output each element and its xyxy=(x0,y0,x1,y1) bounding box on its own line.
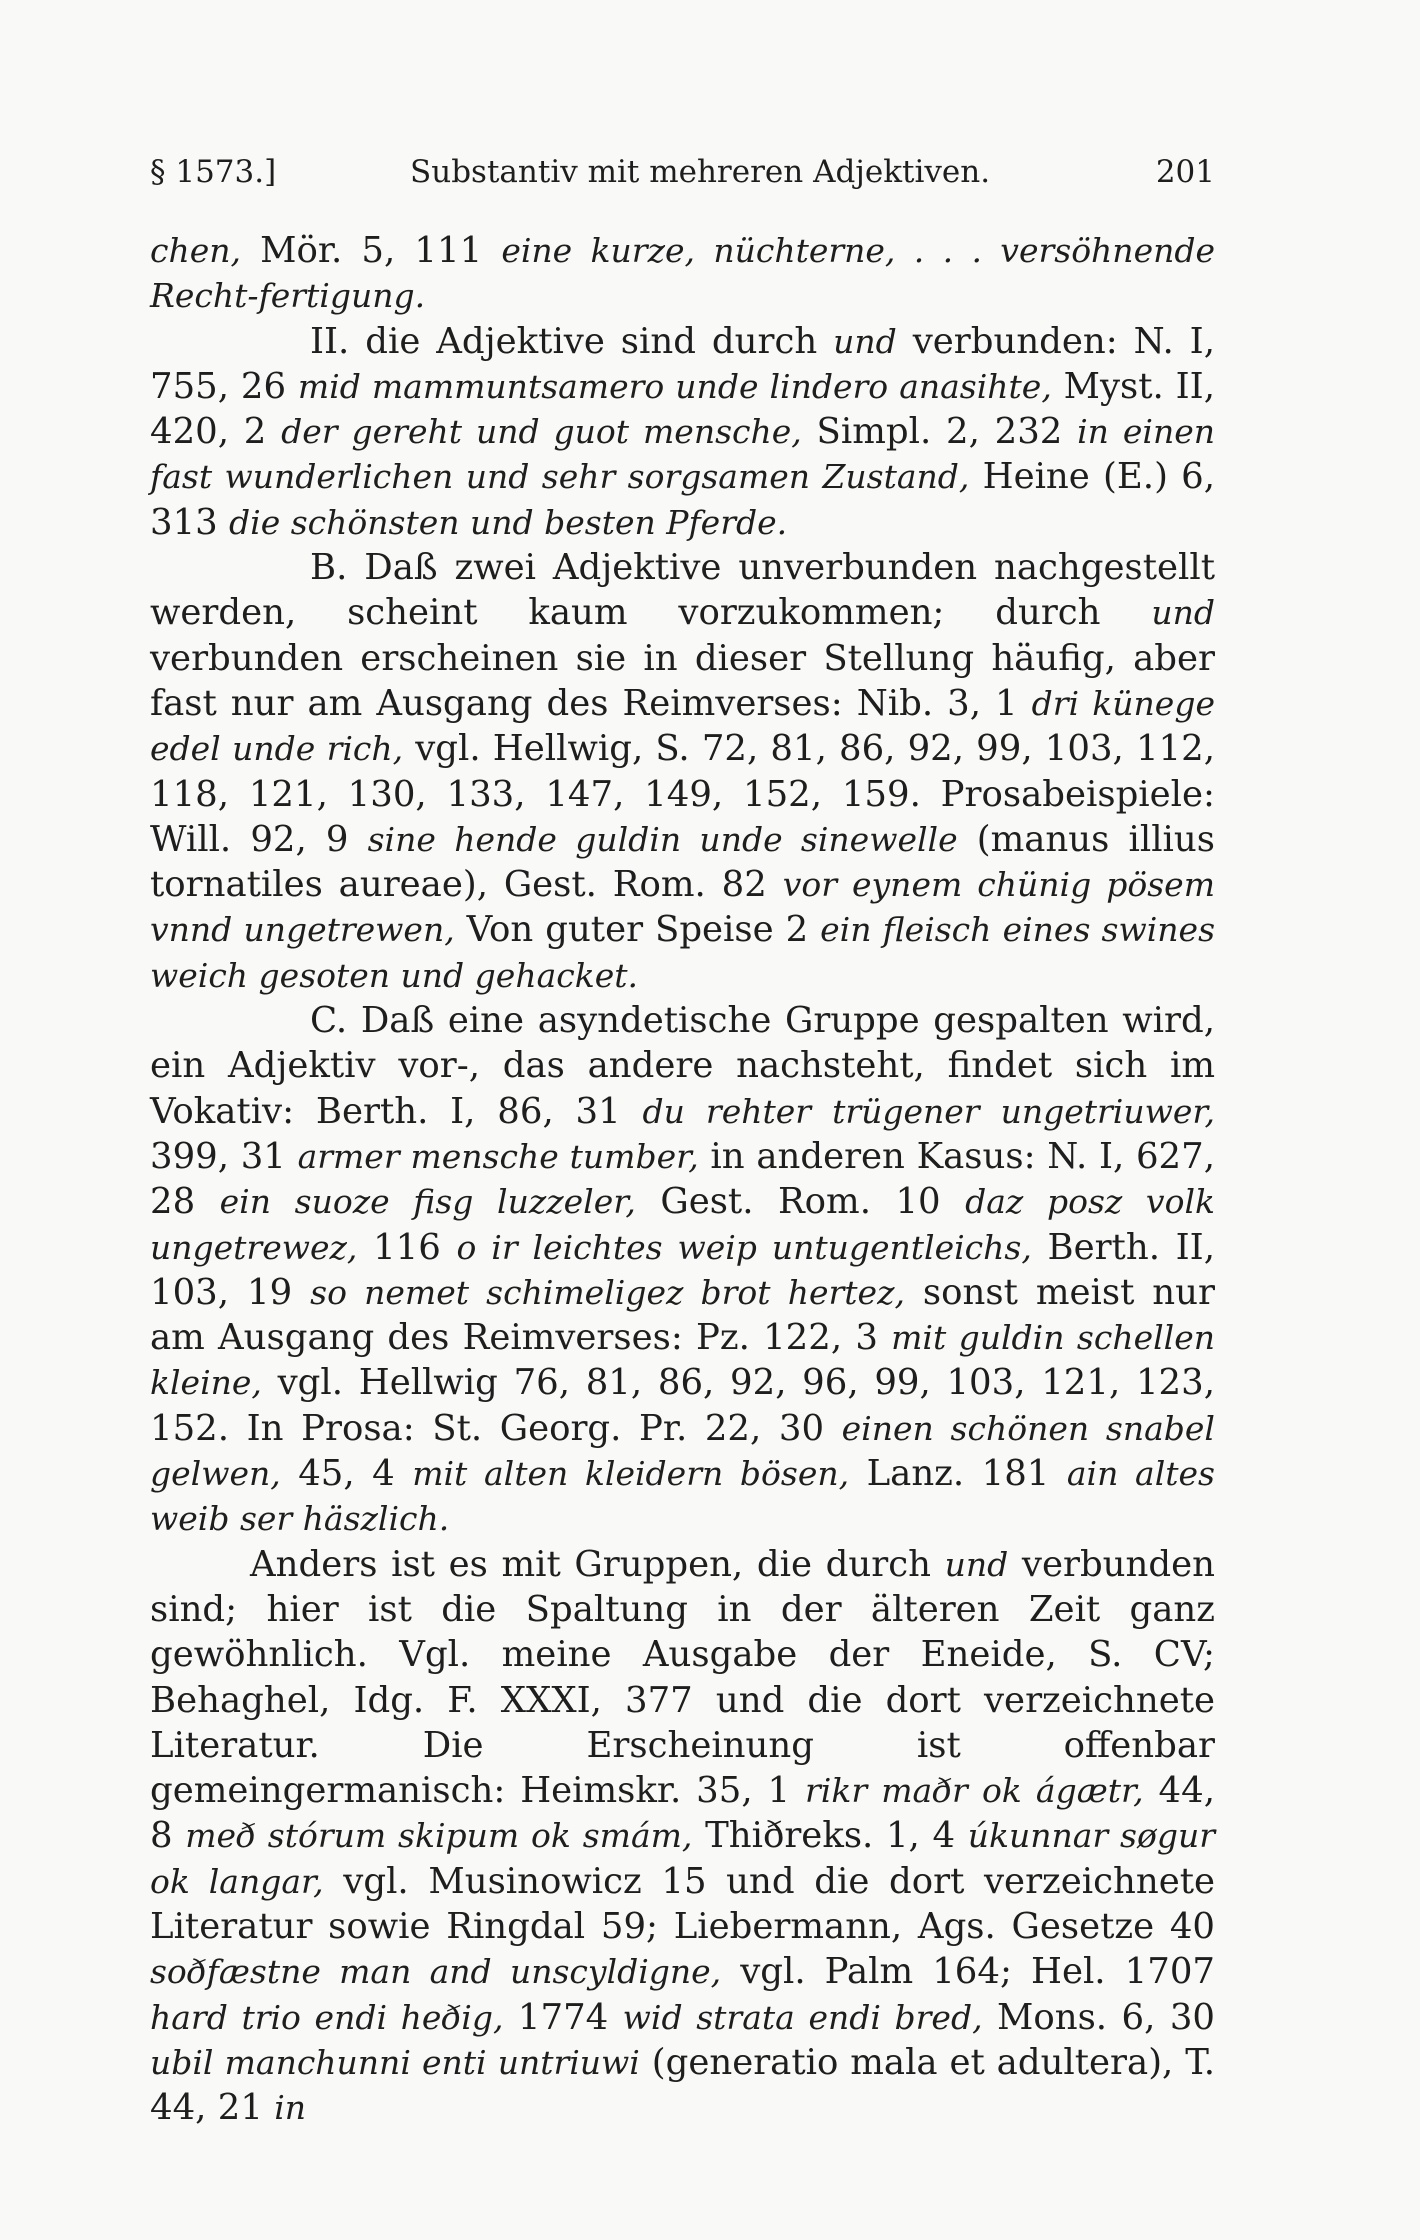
text-run: Lanz. 181 xyxy=(849,1453,1067,1495)
italic-quotation: rikr maðr ok ágætr, xyxy=(805,1771,1144,1811)
text-run: vgl. Palm 164; Hel. 1707 xyxy=(721,1951,1215,1993)
italic-quotation: sine hende guldin unde sinewelle xyxy=(367,819,958,859)
text-run: Myst. II, 420, 2 xyxy=(150,365,1215,453)
italic-quotation: daz posz volk ungetrewez, xyxy=(150,1182,1215,1267)
text-run: (manus illius tornatiles aureae), Gest. Rom. 82 xyxy=(150,818,1215,906)
section-number: § 1573.] xyxy=(150,154,277,190)
body-text xyxy=(150,228,1215,2130)
running-title: Substantiv mit mehreren Adjektiven. xyxy=(410,154,991,190)
text-run: Gest. Rom. 10 xyxy=(635,1181,966,1223)
italic-quotation: dri künege edel unde rich, xyxy=(150,683,1215,769)
paragraph-b xyxy=(150,545,1215,998)
text-run: Simpl. 2, 232 xyxy=(801,411,1078,453)
italic-quotation: und xyxy=(944,1544,1009,1584)
text-run: Heine (E.) 6, 313 xyxy=(150,456,1215,543)
italic-quotation: ein fleisch eines swines weich gesoten und gehacket. xyxy=(150,910,1216,995)
italic-quotation: wid strata endi bred, xyxy=(622,1997,983,2037)
text-run: (generatio mala et adultera), T. 44, 21 xyxy=(150,2041,1215,2129)
italic-quotation: einen schönen snabel gelwen, xyxy=(150,1408,1215,1494)
paragraph-c xyxy=(150,998,1215,1542)
italic-quotation: hard trio endi heðig, xyxy=(150,1997,504,2037)
text-run: 116 xyxy=(357,1226,457,1268)
text-run: Mons. 6, 30 xyxy=(982,1996,1215,2038)
text-run: 1774 xyxy=(503,1996,623,2038)
text-run: vgl. Musinowicz 15 und die dort verzeichnete Literatur sowie Ringdal 59; Liebermann, Ags. Gesetze 40 xyxy=(150,1860,1215,1947)
text-run: 44, 8 xyxy=(150,1770,1215,1857)
italic-quotation: vor eynem chünig pösem vnnd ungetrewen, xyxy=(150,865,1216,950)
italic-quotation: með stórum skipum ok smám, xyxy=(185,1816,693,1856)
text-run: Von guter Speise 2 xyxy=(454,909,821,951)
text-run: vgl. Hellwig, S. 72, 81, 86, 92, 99, 103, 112, 118, 121, 130, 133, 147, 149, 152, 159. Prosabeispiele: Will. 92, 9 xyxy=(150,728,1215,860)
text-run: sonst meist nur am Ausgang des Reimverses: Pz. 122, 3 xyxy=(150,1271,1215,1359)
italic-quotation: mid mammuntsamero unde lindero anasihte, xyxy=(297,366,1052,406)
italic-quotation: mit guldin schellen kleine, xyxy=(150,1318,1215,1403)
text-run: Mör. 5, 111 xyxy=(241,230,502,271)
italic-quotation: in einen fast wunderlichen und sehr sorgsamen Zustand, xyxy=(150,412,1216,497)
italic-quotation: úkunnar søgur ok langar, xyxy=(150,1816,1216,1901)
text-run: B. Daß zwei Adjektive unverbunden nachgestellt werden, scheint kaum vorzukommen; durch xyxy=(150,547,1215,634)
text-run: Berth. II, 103, 19 xyxy=(150,1226,1215,1313)
italic-quotation: der gereht und guot mensche, xyxy=(281,412,802,452)
italic-quotation: du rehter trügener ungetriuwer, xyxy=(642,1091,1215,1131)
italic-quotation: armer mensche tumber, xyxy=(297,1136,699,1176)
paragraph-anders xyxy=(150,1542,1215,2131)
text-run: verbunden sind; hier ist die Spaltung in der älteren Zeit ganz gewöhnlich. Vgl. meine Ausgabe der Eneide, S. CV; Behaghel, Idg. F. XXXI, 377 und die dort verzeichnete Literatur. Die Erscheinung ist offenbar gemeingermanisch: Heimskr. 35, 1 xyxy=(150,1543,1215,1812)
italic-quotation: so nemet schimeligez brot hertez, xyxy=(310,1272,905,1312)
italic-quotation: ein suoze fisg luzzeler, xyxy=(219,1182,636,1222)
text-run: II. die Adjektive sind durch xyxy=(310,320,834,362)
italic-quotation: mit alten kleidern bösen, xyxy=(412,1454,850,1494)
text-run: verbunden: N. I, 755, 26 xyxy=(150,320,1215,407)
text-run: 45, 4 xyxy=(280,1453,413,1495)
italic-quotation: und xyxy=(1151,593,1215,633)
paragraph-ii xyxy=(150,319,1215,545)
italic-quotation: soðfæstne man and unscyldigne, xyxy=(150,1952,722,1992)
text-run: verbunden erscheinen sie in dieser Stellung häufig, aber fast nur am Ausgang des Reimverses: Nib. 3, 1 xyxy=(150,637,1215,724)
text-run: 399, 31 xyxy=(150,1135,298,1177)
text-run: Anders ist es mit Gruppen, die durch xyxy=(250,1543,945,1585)
italic-quotation: die schönsten und besten Pferde. xyxy=(229,502,788,542)
italic-quotation: o ir leichtes weip untugentleichs, xyxy=(456,1227,1032,1267)
text-run: C. Daß eine asyndetische Gruppe gespalten wird, ein Adjektiv vor-, das andere nachsteht, findet sich im Vokativ: Berth. I, 86, 31 xyxy=(150,1000,1215,1132)
page-number: 201 xyxy=(1155,154,1215,190)
italic-quotation: in xyxy=(274,2088,307,2128)
italic-quotation: und xyxy=(833,321,897,361)
italic-quotation: ubil manchunni enti untriuwi xyxy=(150,2042,640,2082)
text-run: vgl. Hellwig 76, 81, 86, 92, 96, 99, 103, 121, 123, 152. In Prosa: St. Georg. Pr. 22, 30 xyxy=(150,1362,1215,1449)
italic-quotation: eine kurze, nüchterne, . . . versöhnende Recht-fertigung. xyxy=(150,231,1215,316)
running-header xyxy=(150,150,1215,194)
paragraph-continuation xyxy=(150,228,1215,319)
text-run: in anderen Kasus: N. I, 627, 28 xyxy=(150,1135,1215,1223)
italic-quotation: ain altes weib ser häszlich. xyxy=(150,1454,1215,1539)
text-run: Thiðreks. 1, 4 xyxy=(692,1815,968,1857)
italic-quotation: chen, xyxy=(150,231,242,270)
